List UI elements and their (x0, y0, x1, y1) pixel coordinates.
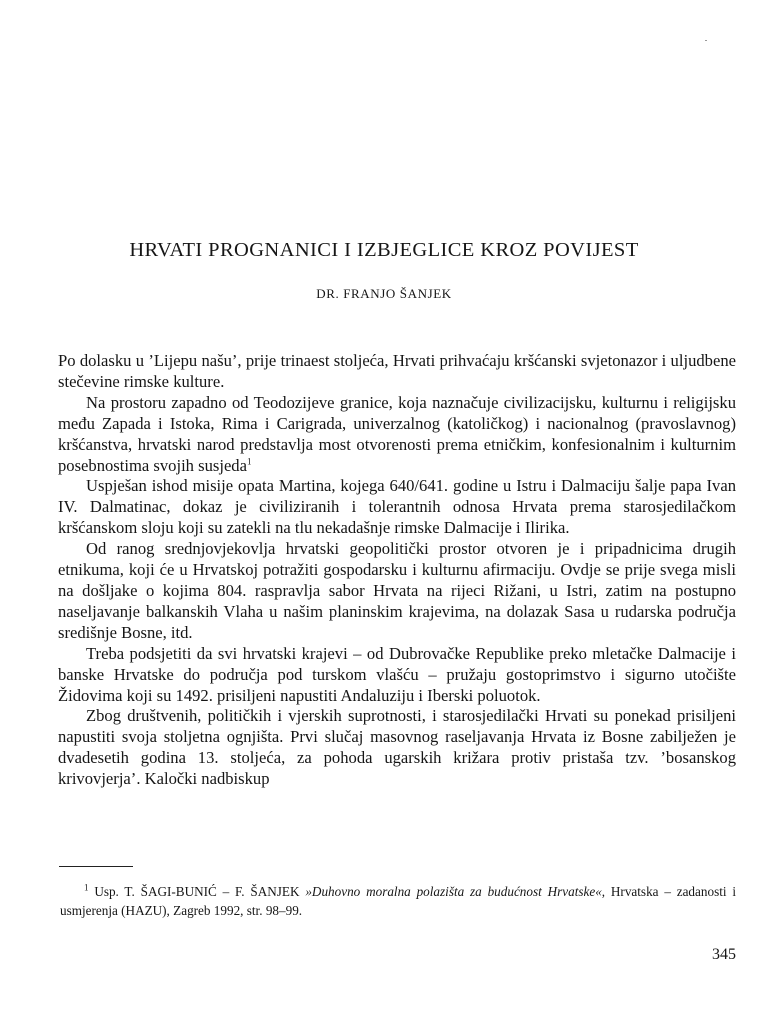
scan-artifact (705, 40, 707, 41)
footnote (60, 883, 736, 920)
paragraph-3: Uspješan ishod misije opata Martina, kojega 640/641. godine u Istru i Dalmaciju šalje papa Ivan IV. Dalmatinac, dokaz je civiliziranih i tolerantnih odnosa Hrvata prema starosjedilačkom kršćanskom sloju koji su zatekli na tlu nekadašnje rimske Dalmacije i Ilirika. (58, 476, 736, 538)
paragraph-2 (58, 393, 736, 477)
footnote-work-title: »Duhovno moralna polazišta za budućnost Hrvatske« (305, 884, 602, 899)
footnote-divider (59, 866, 133, 867)
footnote-authors: Usp. T. ŠAGI-BUNIĆ – F. ŠANJEK (94, 884, 300, 899)
paragraph-6: Zbog društvenih, političkih i vjerskih suprotnosti, i starosjedilački Hrvati su ponekad prisiljeni napustiti svoja stoljetna ognjišta. Prvi slučaj masovnog raseljavanja Hrvata iz Bosne zabilježen je dvadesetih godina 13. stoljeća, za pohoda ugarskih križara protiv pristaša tzv. ’bosanskog krivovjerja’. Kaločki nadbiskup (58, 706, 736, 789)
page-number: 345 (712, 946, 736, 963)
paragraph-4: Od ranog srednjovjekovlja hrvatski geopolitički prostor otvoren je i pripadnicima drugih etnikuma, koji će u Hrvatskoj potražiti gospodarsku i kulturnu afirmaciju. Ovdje se prije svega misli na došljake o kojima 804. raspravlja sabor Hrvata na rijeci Rižani, u Istri, zatim na postupno naseljavanje balkanskih Vlaha u našim planinskim krajevima, na dolazak Sasa u rudarska područja središnje Bosne, itd. (58, 539, 736, 642)
footnote-reference[interactable]: 1 (246, 456, 252, 466)
article-title: HRVATI PROGNANICI I IZBJEGLICE KROZ POVIJEST (129, 239, 639, 261)
footnote-number: 1 (84, 882, 89, 893)
footnote-publication: , Hrvatska – zadanosti i usmjerenja (HAZU), Zagreb 1992, str. 98–99. (60, 884, 737, 918)
article-body (58, 351, 736, 790)
paragraph-5: Treba podsjetiti da svi hrvatski krajevi – od Dubrovačke Republike preko mletačke Dalmacije i banske Hrvatske do područja pod turskom vlašću – pružaju gostoprimstvo i sigurno utočište Židovima koji su 1492. prisiljeni napustiti Andaluziju i Iberski poluotok. (58, 643, 736, 705)
article-author: DR. FRANJO ŠANJEK (316, 286, 452, 301)
paragraph-1: Po dolasku u ’Lijepu našu’, prije trinaest stoljeća, Hrvati prihvaćaju kršćanski svjetonazor i uljudbene stečevine rimske kulture. (58, 351, 736, 391)
paragraph-2-text: Na prostoru zapadno od Teodozijeve granice, koja naznačuje civilizacijsku, kulturnu i religijsku među Zapada i Istoka, Rima i Carigrada, univerzalnog (katoličkog) i nacionalnog (pravoslavnog) kršćanstva, hrvatski narod predstavlja most otvorenosti prema etničkim, konfesionalnim i kulturnim posebnostima svojih susjeda (58, 392, 736, 475)
